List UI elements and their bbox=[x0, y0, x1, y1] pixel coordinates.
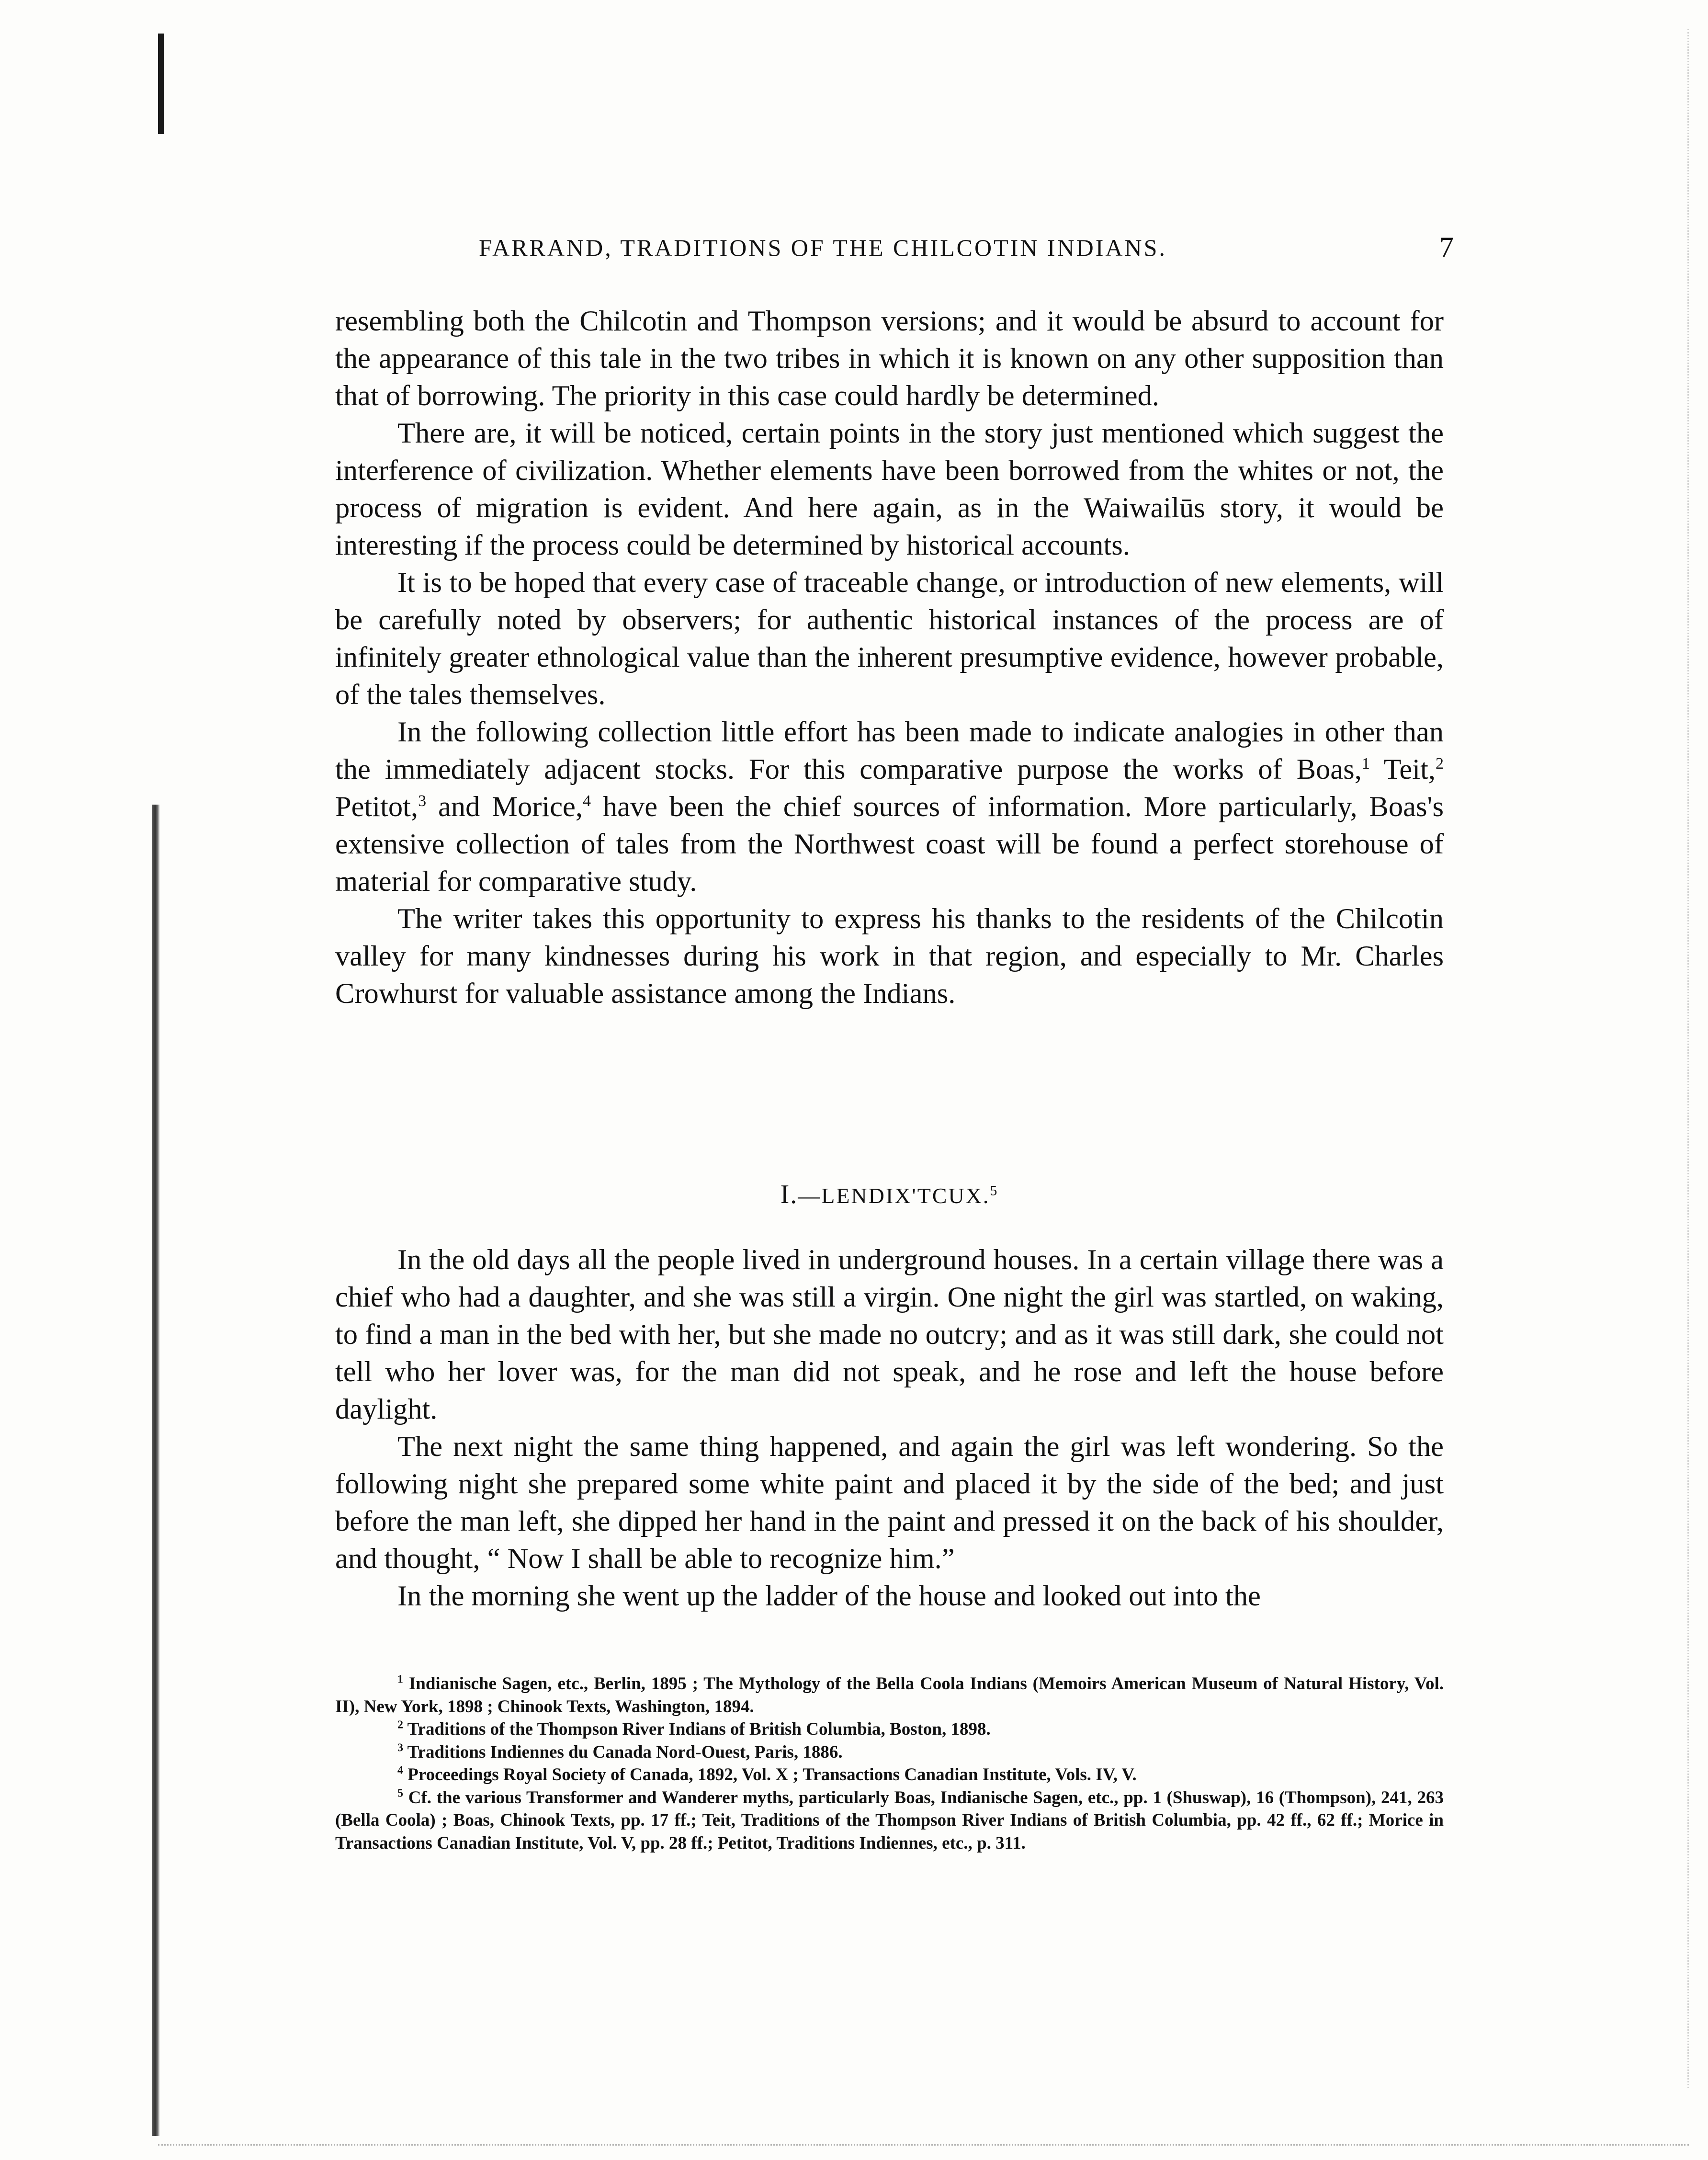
section-dash: — bbox=[798, 1183, 822, 1208]
paragraph bbox=[335, 714, 1444, 900]
paragraph: In the morning she went up the ladder of the house and looked out into the bbox=[397, 1580, 1261, 1612]
footnote-mark: 1 bbox=[397, 1673, 403, 1686]
footnote-ref[interactable]: 1 bbox=[1361, 754, 1370, 773]
paragraph: The next night the same thing happened, and again the girl was left wondering. So the following night she prepared some white paint and placed it by the side of the bed; and just before the man left, she dipped her hand in the paint and pressed it on the back of his shoulder, and thought, “ Now I shall be able to recognize him.” bbox=[335, 1431, 1444, 1575]
footnote-ref[interactable]: 2 bbox=[1436, 754, 1444, 773]
footnote-mark: 4 bbox=[397, 1764, 403, 1777]
binding-shadow bbox=[152, 805, 160, 2136]
footnote-text: Cf. the various Transformer and Wanderer myths, particularly Boas, Indianische Sagen, etc., pp. 1 (Shuswap), 16 (Thompson), 241, 263 (Bella Coola) ; Boas, Chinook Texts, pp. 17 ff.; Teit, Traditions of the Thompson River Indians of British Columbia, pp. 42 ff., 62 ff.; Morice in Transactions Canadian Institute, Vol. V, pp. 28 ff.; Petitot, Traditions Indiennes, etc., p. 311. bbox=[335, 1787, 1444, 1853]
scan-edge-noise bbox=[1678, 29, 1689, 2088]
footnote-ref[interactable]: 4 bbox=[583, 792, 591, 810]
text-run: and Morice, bbox=[426, 791, 583, 823]
footnote-text: Traditions of the Thompson River Indians of British Columbia, Boston, 1898. bbox=[407, 1719, 991, 1739]
running-title: FARRAND, TRADITIONS OF THE CHILCOTIN INDIANS. bbox=[479, 234, 1167, 261]
section-numeral: I. bbox=[780, 1180, 798, 1209]
footnote-text: Proceedings Royal Society of Canada, 1892, Vol. X ; Transactions Canadian Institute, Vols. IV, V. bbox=[407, 1765, 1137, 1785]
footnote-mark: 3 bbox=[397, 1741, 403, 1754]
text-run: Petitot, bbox=[335, 791, 419, 823]
footnote-text: Indianische Sagen, etc., Berlin, 1895 ; The Mythology of the Bella Coola Indians (Memoirs American Museum of Natural History, Vol. II), New York, 1898 ; Chinook Texts, Washington, 1894. bbox=[335, 1674, 1444, 1717]
footnote-text: Traditions Indiennes du Canada Nord-Ouest, Paris, 1886. bbox=[407, 1742, 843, 1762]
footnotes bbox=[335, 1672, 1444, 1854]
introduction-text bbox=[335, 303, 1444, 1012]
binding-shadow-top bbox=[158, 34, 164, 134]
story-text bbox=[335, 1241, 1444, 1615]
paragraph: There are, it will be noticed, certain points in the story just mentioned which suggest the interference of civilization. Whether elements have been borrowed from the whites or not, the process of migration is evident. And here again, as in the Waiwailūs story, it would be interesting if the process could be determined by historical accounts. bbox=[335, 417, 1444, 561]
paragraph: It is to be hoped that every case of traceable change, or introduction of new elements, will be carefully noted by observers; for authentic historical instances of the process are of infinitely greater ethnological value than the inherent presumptive evidence, however probable, of the tales themselves. bbox=[335, 567, 1444, 711]
running-header bbox=[479, 231, 1456, 267]
footnote-ref[interactable]: 3 bbox=[418, 792, 427, 810]
footnote-ref[interactable]: 5 bbox=[990, 1182, 999, 1199]
footnote bbox=[335, 1718, 1444, 1741]
footnote bbox=[335, 1786, 1444, 1855]
section-heading bbox=[335, 1179, 1444, 1210]
page-number: 7 bbox=[1439, 231, 1456, 263]
paragraph: resembling both the Chilcotin and Thompson versions; and it would be absurd to account for the appearance of this tale in the two tribes in which it is known on any other supposition than that of borrowing. The priority in this case could hardly be determined. bbox=[335, 305, 1444, 412]
footnote-mark: 2 bbox=[397, 1718, 403, 1731]
paragraph: In the old days all the people lived in underground houses. In a certain village there was a chief who had a daughter, and she was still a virgin. One night the girl was startled, on waking, to find a man in the bed with her, but she made no outcry; and as it was still dark, she could not tell who her lover was, for the man did not speak, and he rose and left the house before daylight. bbox=[335, 1244, 1444, 1425]
text-run: have been the chief sources of information. More particularly, Boas's extensive collection of tales from the Northwest coast will be found a perfect storehouse of material for comparative study. bbox=[335, 791, 1444, 898]
footnote-mark: 5 bbox=[397, 1787, 403, 1800]
scan-bottom-noise bbox=[158, 2139, 1689, 2146]
footnote bbox=[335, 1672, 1444, 1718]
footnote bbox=[335, 1741, 1444, 1764]
footnote bbox=[335, 1763, 1444, 1786]
section-title: LENDIX'TCUX. bbox=[821, 1183, 990, 1208]
text-run: In the following collection little effort has been made to indicate analogies in other than the immediately adjacent stocks. For this comparative purpose the works of Boas, bbox=[335, 716, 1444, 785]
paragraph: The writer takes this opportunity to express his thanks to the residents of the Chilcotin valley for many kindnesses during his work in that region, and especially to Mr. Charles Crowhurst for valuable assistance among the Indians. bbox=[335, 903, 1444, 1010]
text-run: Teit, bbox=[1369, 753, 1436, 785]
